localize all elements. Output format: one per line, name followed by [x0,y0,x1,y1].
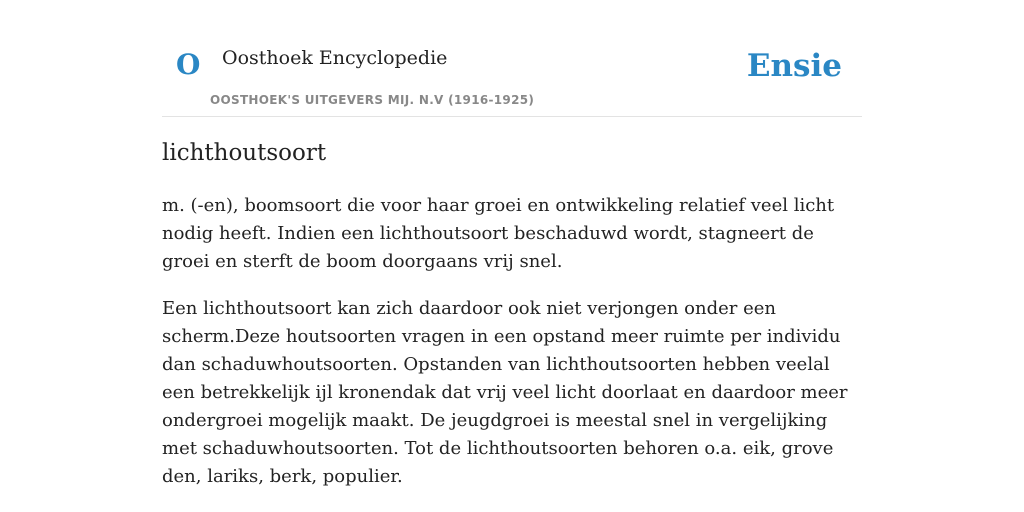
entry-paragraph-1: m. (-en), boomsoort die voor haar groei en ontwikkeling relatief veel licht nodig heeft. Indien een lichthoutsoort beschaduwd wordt, stagneert de groei en sterft de boom doorgaans vrij snel. [162,195,835,272]
ensie-brand-logo[interactable]: Ensie [746,48,842,84]
source-header [162,30,862,117]
entry-content [162,192,862,510]
source-logo-letter: O [176,48,201,81]
source-publisher: OOSTHOEK'S UITGEVERS MIJ. N.V (1916-1925) [210,93,535,107]
entry-title: lichthoutsoort [162,140,327,166]
source-title-link[interactable]: Oosthoek Encyclopedie [222,47,448,69]
entry-paragraph-2: Een lichthoutsoort kan zich daardoor ook niet verjongen onder een scherm.Deze houtsoorten vragen in een opstand meer ruimte per individu dan schaduwhoutsoorten. Opstanden van lichthoutsoorten hebben veelal een betrekkelijk ijl kronendak dat vrij veel licht doorlaat en daardoor meer ondergroei mogelijk maakt. De jeugdgroei is meestal snel in vergelijking met schaduwhoutsoorten. Tot de lichthoutsoorten behoren o.a. eik, grove den, lariks, berk, populier. [162,298,848,487]
